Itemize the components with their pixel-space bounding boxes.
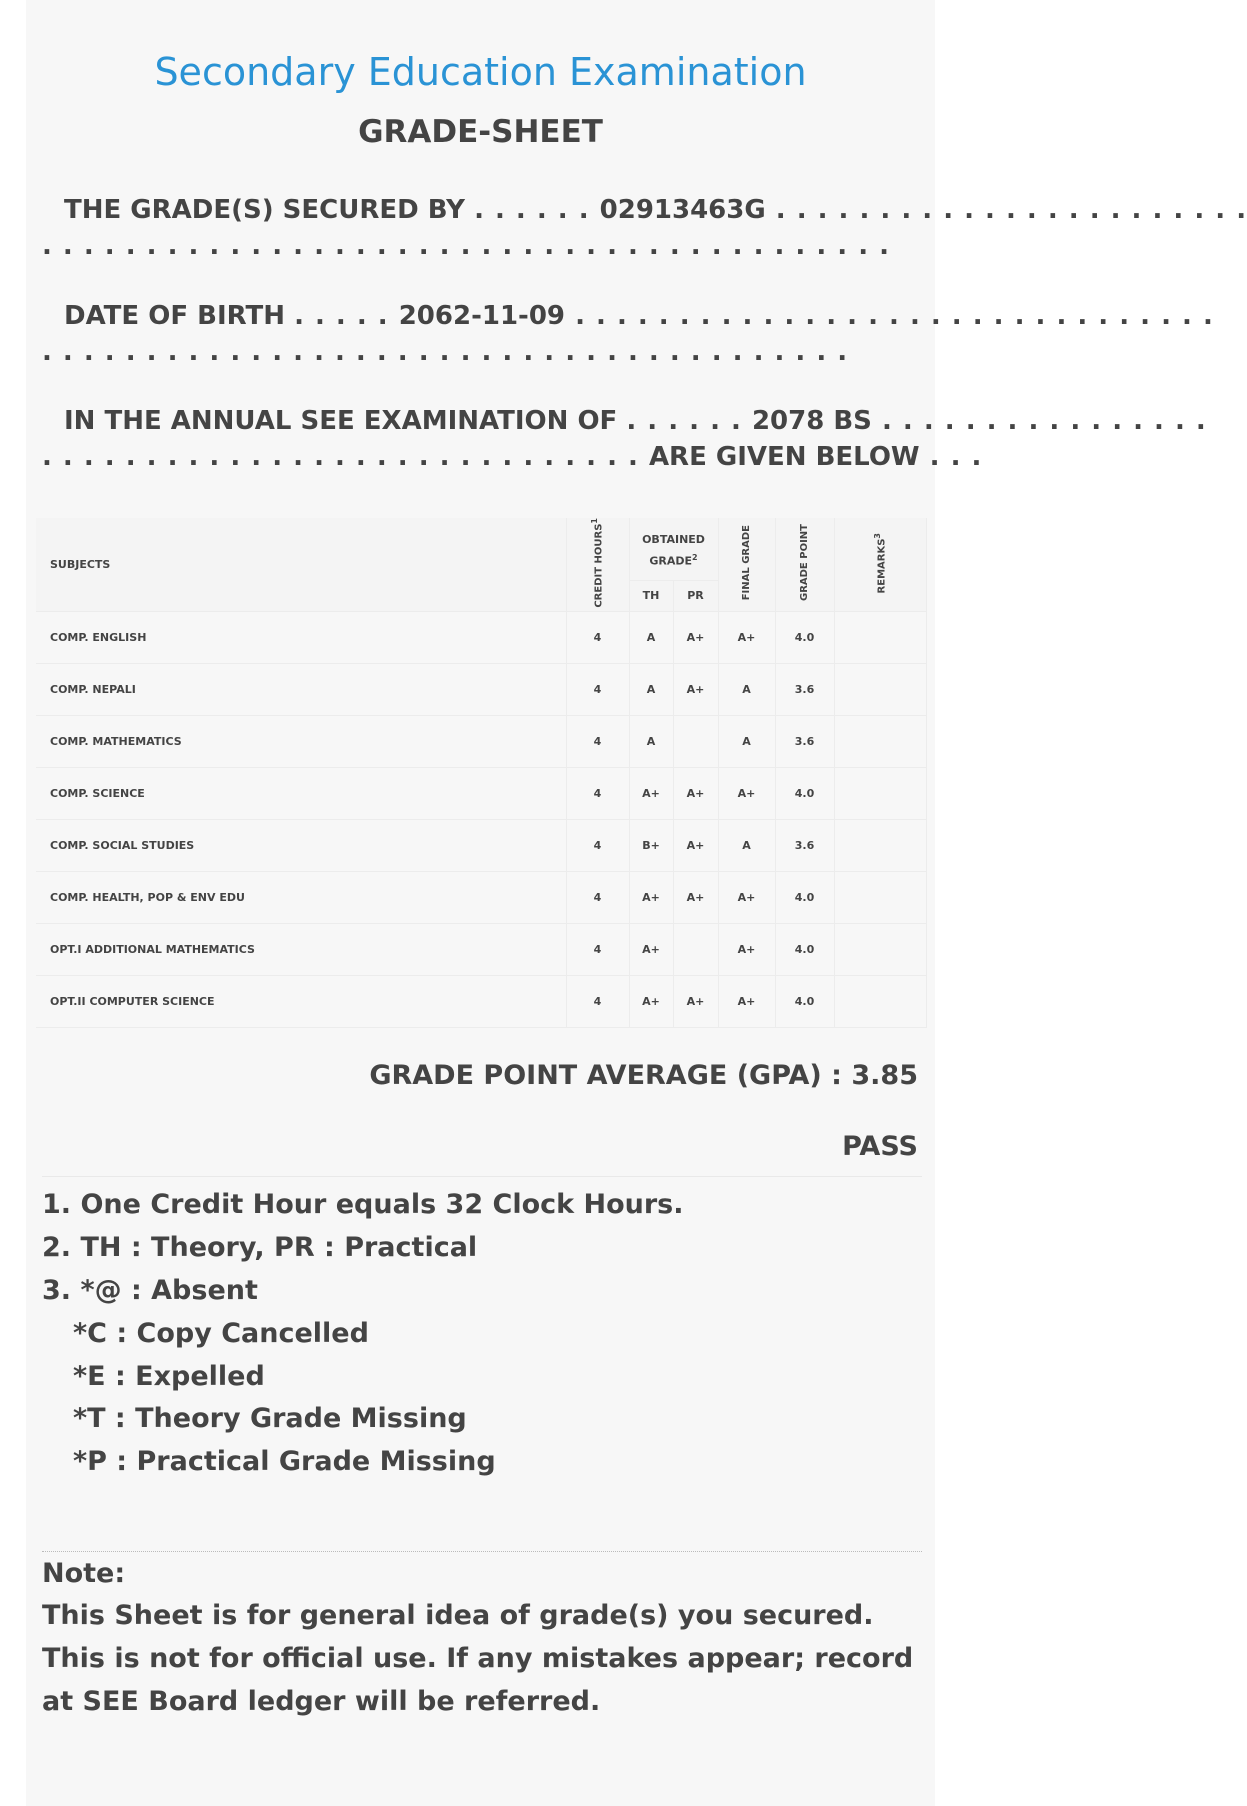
- header-credit-hours: CREDIT HOURS$^1$: [566, 518, 629, 611]
- divider: [42, 1176, 922, 1177]
- final-grade: A+: [718, 611, 775, 663]
- credit-hours: 4: [566, 923, 629, 975]
- subject-name: COMP. ENGLISH: [36, 611, 566, 663]
- grade-point: 4.0: [775, 923, 834, 975]
- remarks: [834, 715, 926, 767]
- grade-th: A+: [629, 871, 673, 923]
- footnote-3: 3. *@ : Absent: [42, 1275, 258, 1306]
- credit-hours: 4: [566, 715, 629, 767]
- dob-value: 2062-11-09: [398, 301, 566, 331]
- grade-point: 4.0: [775, 611, 834, 663]
- final-grade: A+: [718, 767, 775, 819]
- grade-pr: [673, 923, 718, 975]
- table-row: [36, 975, 926, 1027]
- final-grade: A+: [718, 975, 775, 1027]
- credit-hours: 4: [566, 767, 629, 819]
- remarks: [834, 663, 926, 715]
- grade-pr: A+: [673, 975, 718, 1027]
- subject-name: COMP. SCIENCE: [36, 767, 566, 819]
- grade-th: B+: [629, 819, 673, 871]
- result-status: PASS: [842, 1131, 918, 1162]
- footnote-1: 1. One Credit Hour equals 32 Clock Hours.: [42, 1189, 684, 1220]
- gpa-line: [369, 1060, 918, 1091]
- table-row: [36, 923, 926, 975]
- header-final-grade: FINAL GRADE: [718, 518, 775, 611]
- grade-sheet: [26, 0, 1247, 1806]
- subject-name: OPT.I ADDITIONAL MATHEMATICS: [36, 923, 566, 975]
- gpa-value: 3.85: [851, 1060, 918, 1091]
- final-grade: A+: [718, 923, 775, 975]
- grade-pr: A+: [673, 611, 718, 663]
- grade-point: 4.0: [775, 871, 834, 923]
- footnote-3-copy-cancelled: *C : Copy Cancelled: [73, 1318, 369, 1349]
- header-th: TH: [629, 580, 673, 611]
- remarks: [834, 923, 926, 975]
- exam-tail: ARE GIVEN BELOW: [648, 442, 920, 472]
- table-row: [36, 871, 926, 923]
- grade-pr: A+: [673, 871, 718, 923]
- footnote-3-practical-missing: *P : Practical Grade Missing: [73, 1446, 496, 1477]
- table-header-row: [36, 518, 926, 580]
- header-remarks: REMARKS$^3$: [834, 518, 926, 611]
- grade-th: A+: [629, 923, 673, 975]
- grade-pr: A+: [673, 663, 718, 715]
- table-row: [36, 611, 926, 663]
- subject-name: COMP. NEPALI: [36, 663, 566, 715]
- credit-hours: 4: [566, 975, 629, 1027]
- grades-table: [36, 518, 927, 1028]
- gpa-label: GRADE POINT AVERAGE (GPA) :: [369, 1060, 842, 1091]
- header-grade-point: GRADE POINT: [775, 518, 834, 611]
- subject-name: OPT.II COMPUTER SCIENCE: [36, 975, 566, 1027]
- exam-title: Secondary Education Examination: [154, 50, 807, 94]
- grade-point: 4.0: [775, 975, 834, 1027]
- grade-point: 4.0: [775, 767, 834, 819]
- grade-pr: A+: [673, 819, 718, 871]
- grade-th: A+: [629, 767, 673, 819]
- final-grade: A: [718, 819, 775, 871]
- dots-line: . . . . . . . . . . . . . . . . . . . . . . . . . . . . . . . . . . . . . . .: [42, 337, 849, 367]
- symbol-number: 02913463G: [599, 195, 766, 225]
- header-obtained-grade: OBTAINED GRADE$^2$: [629, 518, 718, 580]
- remarks: [834, 767, 926, 819]
- credit-hours: 4: [566, 871, 629, 923]
- grade-th: A: [629, 611, 673, 663]
- subject-name: COMP. MATHEMATICS: [36, 715, 566, 767]
- footnote-2: 2. TH : Theory, PR : Practical: [42, 1232, 478, 1263]
- grade-th: A+: [629, 975, 673, 1027]
- exam-year: 2078 BS: [751, 406, 872, 436]
- remarks: [834, 871, 926, 923]
- note-heading: Note:: [42, 1558, 126, 1589]
- grade-pr: [673, 715, 718, 767]
- footnote-3-theory-missing: *T : Theory Grade Missing: [73, 1403, 467, 1434]
- dots-line: . . . . . . . . . . . . . . . . . . . . . . . . . . . . . . . . . . . . . . . . .: [42, 231, 891, 261]
- table-row: [36, 715, 926, 767]
- credit-hours: 4: [566, 611, 629, 663]
- table-row: [36, 663, 926, 715]
- secured-by-label: THE GRADE(S) SECURED BY: [64, 195, 465, 225]
- secured-by-line: THE GRADE(S) SECURED BY . . . . . . 02913463G . . . . . . . . . . . . . . . . . . . . . . .: [64, 195, 1247, 225]
- note-body: This Sheet is for general idea of grade(s) you secured. This is not for official use. If any mistakes appear; record at SEE Board ledger will be referred.: [42, 1600, 914, 1717]
- credit-hours: 4: [566, 663, 629, 715]
- exam-label: IN THE ANNUAL SEE EXAMINATION OF: [64, 406, 618, 436]
- table-row: [36, 767, 926, 819]
- grade-pr: A+: [673, 767, 718, 819]
- final-grade: A: [718, 663, 775, 715]
- final-grade: A+: [718, 871, 775, 923]
- exam-line-2: . . . . . . . . . . . . . . . . . . . . . . . . . . . . . ARE GIVEN BELOW . . .: [42, 442, 983, 472]
- subject-name: COMP. HEALTH, POP & ENV EDU: [36, 871, 566, 923]
- grade-th: A: [629, 715, 673, 767]
- grade-th: A: [629, 663, 673, 715]
- sheet-subtitle: GRADE-SHEET: [358, 114, 603, 150]
- divider: [42, 1551, 922, 1552]
- header-pr: PR: [673, 580, 718, 611]
- remarks: [834, 975, 926, 1027]
- grade-point: 3.6: [775, 819, 834, 871]
- grade-point: 3.6: [775, 715, 834, 767]
- subject-name: COMP. SOCIAL STUDIES: [36, 819, 566, 871]
- grade-point: 3.6: [775, 663, 834, 715]
- final-grade: A: [718, 715, 775, 767]
- remarks: [834, 611, 926, 663]
- credit-hours: 4: [566, 819, 629, 871]
- header-subjects: SUBJECTS: [36, 518, 566, 611]
- dob-line: DATE OF BIRTH . . . . . 2062-11-09 . . . . . . . . . . . . . . . . . . . . . . . . . . . . . . .: [64, 301, 1214, 331]
- table-row: [36, 819, 926, 871]
- remarks: [834, 819, 926, 871]
- footnote-3-expelled: *E : Expelled: [73, 1361, 265, 1392]
- dob-label: DATE OF BIRTH: [64, 301, 285, 331]
- exam-line: IN THE ANNUAL SEE EXAMINATION OF . . . . . . 2078 BS . . . . . . . . . . . . . . . .: [64, 406, 1207, 436]
